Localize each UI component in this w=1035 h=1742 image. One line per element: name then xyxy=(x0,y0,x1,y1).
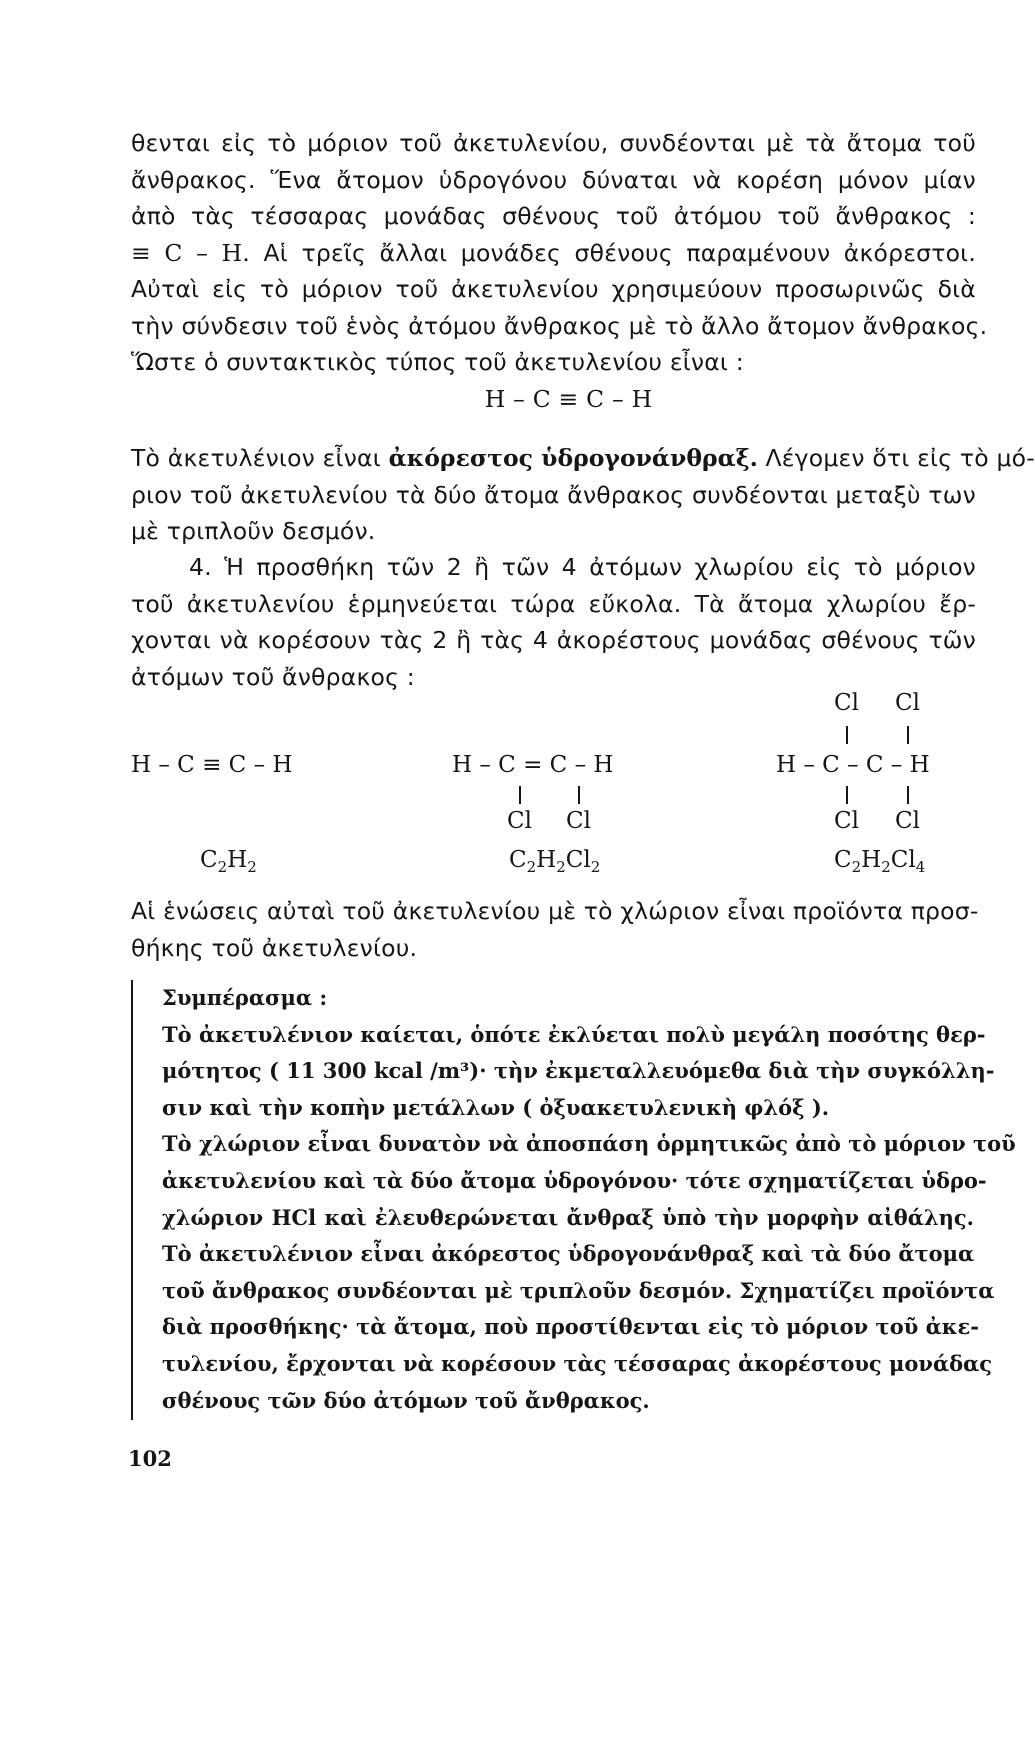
bond-line xyxy=(846,726,848,744)
inline-text: Τὸ ἀκετυλένιον εἶναι xyxy=(131,444,381,472)
text-line: Αὐταὶ εἰς τὸ μόριον τοῦ ἀκετυλενίου χρησιμεύουν προσωρινῶς διὰ xyxy=(131,275,976,303)
text-line: Ὥστε ὁ συντακτικὸς τύπος τοῦ ἀκετυλενίου εἶναι : xyxy=(131,348,744,376)
summary-line: διὰ προσθήκης· τὰ ἄτομα, ποὺ προστίθενται εἰς τὸ μόριον τοῦ ἀκε- xyxy=(162,1314,979,1340)
summary-line: ἀκετυλενίου καὶ τὰ δύο ἄτομα ὑδρογόνου· τότε σχηματίζεται ὑδρο- xyxy=(162,1167,987,1193)
chlorine-atom: Cl xyxy=(834,808,859,834)
molecular-formula: $C_2H_2Cl_2$ xyxy=(509,847,601,876)
summary-section xyxy=(131,980,1016,1742)
text-line: θενται εἰς τὸ μόριον τοῦ ἀκετυλενίου, συνδέονται μὲ τὰ ἄτομα τοῦ xyxy=(131,129,976,157)
chlorine-atom: Cl xyxy=(507,808,532,834)
text-line: Αἱ ἑνώσεις αὐταὶ τοῦ ἀκετυλενίου μὲ τὸ χλώριον εἶναι προϊόντα προσ- xyxy=(131,897,979,925)
text-line xyxy=(131,235,976,272)
bond-line xyxy=(519,786,521,804)
text-line: τὴν σύνδεσιν τοῦ ἑνὸς ἀτόμου ἄνθρακος μὲ τὸ ἄλλο ἄτομον ἄνθρακος. xyxy=(131,311,988,340)
molecular-formula: $C_2H_2$ xyxy=(200,847,257,876)
bond-line xyxy=(907,726,909,744)
text-line xyxy=(131,440,1035,477)
summary-margin-rule xyxy=(131,980,133,1420)
chlorine-atom: Cl xyxy=(895,690,920,716)
text-line: ριον τοῦ ἀκετυλενίου τὰ δύο ἄτομα ἄνθρακος συνδέονται μεταξὺ των xyxy=(131,480,976,509)
text-line: μὲ τριπλοῦν δεσμόν. xyxy=(131,517,376,545)
summary-line: μότητος ( 11 300 kcal /m³)· τὴν ἐκμεταλλευόμεθα διὰ τὴν συγκόλλη- xyxy=(162,1058,995,1084)
paragraph-valence xyxy=(131,125,988,417)
bold-term: ἀκόρεστος ὑδρογονάνθραξ. xyxy=(388,444,758,472)
summary-line: τοῦ ἄνθρακος συνδέονται μὲ τριπλοῦν δεσμόν. Σχηματίζει προϊόντα xyxy=(162,1277,995,1303)
text-line: ἀτόμων τοῦ ἄνθρακος : xyxy=(131,662,415,691)
summary-text xyxy=(162,980,1016,1419)
page-number: 102 xyxy=(128,1446,172,1471)
summary-line: σθένους τῶν δύο ἀτόμων τοῦ ἄνθρακος. xyxy=(162,1387,650,1413)
structure-chain: H – C – C – H xyxy=(776,752,930,778)
bond-line xyxy=(846,786,848,804)
summary-heading: Συμπέρασμα : xyxy=(162,985,328,1010)
inline-formula: ≡ C – H. xyxy=(131,238,250,267)
chlorine-atom: Cl xyxy=(566,808,591,834)
inline-text: Λέγομεν ὅτι εἰς τὸ μό- xyxy=(765,444,1035,472)
inline-text: Αἱ τρεῖς ἄλλαι μονάδες σθένους παραμένουν ἀκόρεστοι. xyxy=(263,238,976,267)
text-line: ἄνθρακος. Ἕνα ἄτομον ὑδρογόνου δύναται νὰ κορέση μόνον μίαν xyxy=(131,165,976,194)
paragraph-addition-products xyxy=(131,893,979,966)
chlorine-atom: Cl xyxy=(895,808,920,834)
text-line: ἀπὸ τὰς τέσσαρας μονάδας σθένους τοῦ ἀτόμου τοῦ ἄνθρακος : xyxy=(131,202,976,230)
summary-line: σιν καὶ τὴν κοπὴν μετάλλων ( ὀξυακετυλενικὴ φλόξ ). xyxy=(162,1094,830,1120)
summary-line: Τὸ ἀκετυλένιον καίεται, ὁπότε ἐκλύεται πολὺ μεγάλη ποσότης θερ- xyxy=(162,1021,986,1047)
summary-line: Τὸ ἀκετυλένιον εἶναι ἀκόρεστος ὑδρογονάνθραξ καὶ τὰ δύο ἄτομα xyxy=(162,1241,975,1267)
text-line: τοῦ ἀκετυλενίου ἑρμηνεύεται τώρα εὔκολα. Τὰ ἄτομα χλωρίου ἔρ- xyxy=(131,589,976,618)
structure-chain: H – C ≡ C – H xyxy=(131,752,293,778)
text-line: 4. Ἡ προσθήκη τῶν 2 ἢ τῶν 4 ἀτόμων χλωρίου εἰς τὸ μόριον xyxy=(189,553,976,581)
paragraph-chlorine-addition xyxy=(131,549,976,695)
acetylene-structural-formula: H – C ≡ C – H xyxy=(484,384,653,413)
molecular-formula: $C_2H_2Cl_4$ xyxy=(834,847,926,876)
summary-line: χλώριον HCl καὶ ἐλευθερώνεται ἄνθραξ ὑπὸ τὴν μορφὴν αἰθάλης. xyxy=(162,1204,974,1230)
chlorine-atom: Cl xyxy=(834,690,859,716)
text-line: χονται νὰ κορέσουν τὰς 2 ἢ τὰς 4 ἀκορέστους μονάδας σθένους τῶν xyxy=(131,626,976,654)
summary-line: τυλενίου, ἔρχονται νὰ κορέσουν τὰς τέσσαρας ἀκορέστους μονάδας xyxy=(162,1350,993,1376)
bond-line xyxy=(578,786,580,804)
bond-line xyxy=(907,786,909,804)
summary-line: Τὸ χλώριον εἶναι δυνατὸν νὰ ἀποσπάση ὁρμητικῶς ἀπὸ τὸ μόριον τοῦ xyxy=(162,1131,1016,1157)
text-line: θήκης τοῦ ἀκετυλενίου. xyxy=(131,933,418,962)
paragraph-unsaturated xyxy=(131,440,1035,550)
structure-chain: H – C = C – H xyxy=(452,752,614,778)
